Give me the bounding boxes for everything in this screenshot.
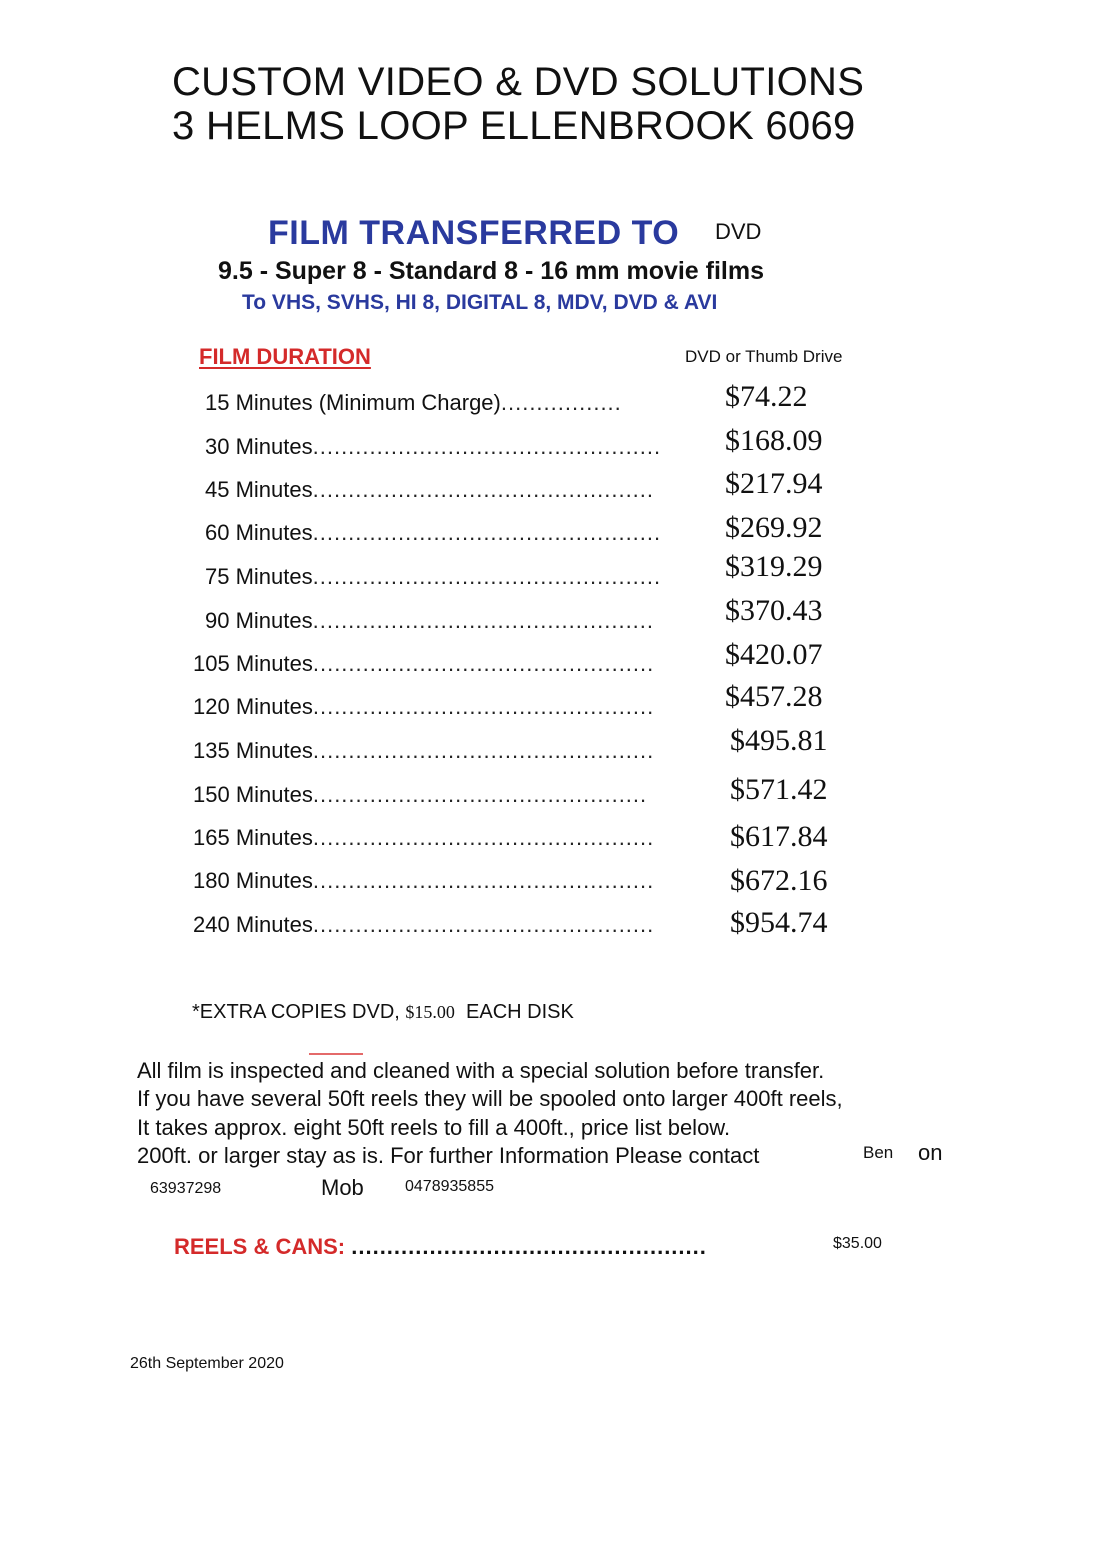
- price-row-label: 180 Minutes................................................: [193, 868, 655, 893]
- price-row-label: 60 Minutes.................................................: [205, 520, 662, 545]
- info-line-1: All film is inspected and cleaned with a special solution before transfer.: [137, 1058, 825, 1083]
- company-address: 3 HELMS LOOP ELLENBROOK 6069: [172, 104, 856, 148]
- film-duration-heading: FILM DURATION: [199, 344, 371, 369]
- price-row-value: $420.07: [725, 638, 823, 671]
- price-row-value: $672.16: [730, 864, 828, 897]
- price-row-label: 30 Minutes.................................................: [205, 434, 662, 459]
- reels-cans-price: $35.00: [833, 1235, 882, 1252]
- phone-number: 63937298: [150, 1180, 222, 1197]
- document-date: 26th September 2020: [130, 1355, 284, 1372]
- price-row-label: 165 Minutes................................................: [193, 825, 655, 850]
- price-row-label: 15 Minutes (Minimum Charge).................: [205, 390, 622, 415]
- target-formats: To VHS, SVHS, HI 8, DIGITAL 8, MDV, DVD & AVI: [242, 291, 718, 314]
- extra-copies-suffix: EACH DISK: [466, 1001, 574, 1023]
- mobile-label: Mob: [321, 1175, 364, 1200]
- service-headline: FILM TRANSFERRED TO: [268, 214, 680, 252]
- price-row-label: 135 Minutes................................................: [193, 738, 655, 763]
- price-row-label: 240 Minutes................................................: [193, 912, 655, 937]
- price-row-value: $74.22: [725, 380, 808, 413]
- price-row-value: $954.74: [730, 906, 828, 939]
- reels-cans-label: REELS & CANS:: [174, 1234, 346, 1259]
- price-row-value: $370.43: [725, 594, 823, 627]
- price-row-label: 75 Minutes.................................................: [205, 564, 662, 589]
- price-row-label: 45 Minutes................................................: [205, 477, 655, 502]
- price-row-label: 105 Minutes................................................: [193, 651, 655, 676]
- price-row-value: $495.81: [730, 724, 828, 757]
- reels-cans-row: REELS & CANS: ..................................................: [174, 1234, 707, 1259]
- price-row-label: 90 Minutes................................................: [205, 608, 655, 633]
- info-line-3: It takes approx. eight 50ft reels to fill a 400ft., price list below.: [137, 1115, 731, 1140]
- info-line-2: If you have several 50ft reels they will be spooled onto larger 400ft reels,: [137, 1086, 843, 1111]
- red-mark: [309, 1053, 363, 1055]
- service-headline-suffix: DVD: [715, 219, 762, 244]
- film-formats: 9.5 - Super 8 - Standard 8 - 16 mm movie films: [218, 257, 765, 285]
- contact-name: Ben: [863, 1143, 894, 1162]
- price-row-label: 150 Minutes...............................................: [193, 782, 648, 807]
- price-row-value: $457.28: [725, 680, 823, 713]
- price-row-label: 120 Minutes................................................: [193, 694, 655, 719]
- info-line-4: 200ft. or larger stay as is. For further Information Please contact: [137, 1143, 760, 1168]
- price-row-value: $617.84: [730, 820, 828, 853]
- company-name: CUSTOM VIDEO & DVD SOLUTIONS: [172, 60, 865, 104]
- extra-copies-price: $15.00: [405, 1002, 455, 1022]
- price-row-value: $168.09: [725, 424, 823, 457]
- price-row-value: $217.94: [725, 467, 823, 500]
- extra-copies-prefix: *EXTRA COPIES DVD,: [192, 1001, 400, 1023]
- contact-on-word: on: [918, 1140, 943, 1165]
- price-row-value: $571.42: [730, 773, 828, 806]
- price-row-value: $319.29: [725, 550, 823, 583]
- price-row-value: $269.92: [725, 511, 823, 544]
- extra-copies-note: [192, 1001, 574, 1024]
- mobile-number: 0478935855: [405, 1178, 494, 1195]
- price-column-heading: DVD or Thumb Drive: [685, 347, 843, 366]
